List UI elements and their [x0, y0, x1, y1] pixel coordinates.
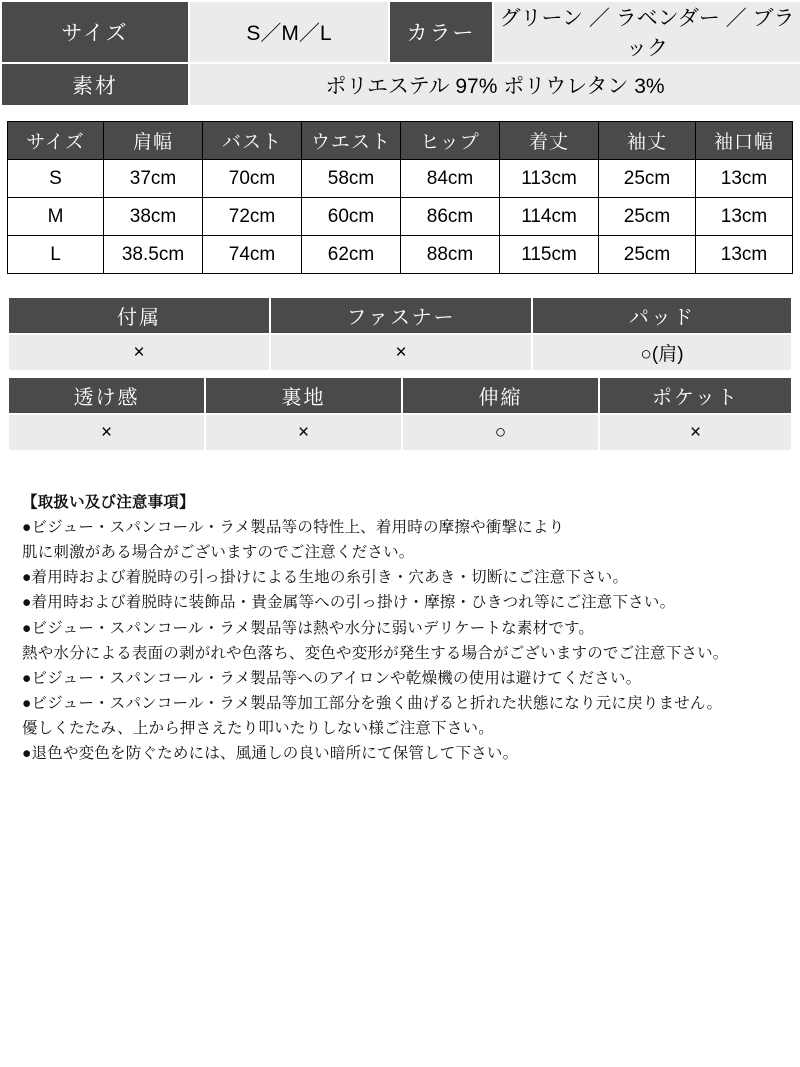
measure-cell: 58cm	[302, 160, 401, 198]
measure-cell: 13cm	[696, 160, 793, 198]
measure-header-waist: ウエスト	[302, 122, 401, 160]
care-notes	[22, 490, 800, 766]
measure-cell: M	[8, 198, 104, 236]
attr-value-lining: ×	[205, 414, 402, 451]
care-note-line: 肌に刺激がある場合がございますのでご注意ください。	[22, 544, 415, 562]
spec-label-material: 素材	[1, 63, 189, 106]
attr-header-sheerness: 透け感	[8, 377, 205, 414]
measure-cell: 74cm	[203, 236, 302, 274]
measure-cell: 60cm	[302, 198, 401, 236]
measure-cell: 70cm	[203, 160, 302, 198]
spec-label-color: カラー	[389, 1, 493, 63]
care-note-line: ●退色や変色を防ぐためには、風通しの良い暗所にて保管して下さい。	[22, 745, 519, 763]
table-row	[1, 63, 800, 106]
measure-cell: 114cm	[500, 198, 599, 236]
measure-cell: 62cm	[302, 236, 401, 274]
measure-cell: 37cm	[104, 160, 203, 198]
table-row	[8, 236, 793, 274]
attr-value-accessory: ×	[8, 334, 270, 371]
care-notes-title: 【取扱い及び注意事項】	[22, 494, 195, 511]
measure-header-cuff: 袖口幅	[696, 122, 793, 160]
care-note-line: 優しくたたみ、上から押さえたり叩いたりしない様ご注意下さい。	[22, 719, 494, 737]
spec-value-material: ポリエステル 97% ポリウレタン 3%	[189, 63, 800, 106]
attr-value-stretch: ○	[402, 414, 599, 451]
table-header-row	[8, 377, 792, 414]
measure-cell: 13cm	[696, 236, 793, 274]
care-note-line: ●着用時および着脱時に装飾品・貴金属等への引っ掛け・摩擦・ひきつれ等にご注意下さい。	[22, 594, 676, 612]
table-row	[8, 198, 793, 236]
care-note-line: ●着用時および着脱時の引っ掛けによる生地の糸引き・穴あき・切断にご注意下さい。	[22, 569, 629, 587]
measure-cell: L	[8, 236, 104, 274]
measure-cell: 84cm	[401, 160, 500, 198]
measure-cell: 115cm	[500, 236, 599, 274]
attr-header-zipper: ファスナー	[270, 297, 532, 334]
table-row	[8, 160, 793, 198]
measure-cell: S	[8, 160, 104, 198]
measure-cell: 25cm	[599, 198, 696, 236]
attr-header-accessory: 付属	[8, 297, 270, 334]
attr-header-pocket: ポケット	[599, 377, 792, 414]
measure-header-length: 着丈	[500, 122, 599, 160]
attribute-table-accessories	[7, 296, 793, 372]
care-note-line: 熱や水分による表面の剥がれや色落ち、変色や変形が発生する場合がございますのでご注意下さい。	[22, 644, 729, 662]
spec-label-size: サイズ	[1, 1, 189, 63]
measure-cell: 88cm	[401, 236, 500, 274]
attr-header-lining: 裏地	[205, 377, 402, 414]
measure-cell: 113cm	[500, 160, 599, 198]
measure-cell: 72cm	[203, 198, 302, 236]
table-header-row	[8, 122, 793, 160]
table-header-row	[8, 297, 792, 334]
attr-header-stretch: 伸縮	[402, 377, 599, 414]
attr-value-pad: ○(肩)	[532, 334, 792, 371]
attribute-table-properties	[7, 376, 793, 452]
attr-value-zipper: ×	[270, 334, 532, 371]
measure-cell: 86cm	[401, 198, 500, 236]
table-row	[8, 414, 792, 451]
care-note-line: ●ビジュー・スパンコール・ラメ製品等加工部分を強く曲げると折れた状態になり元に戻りません。	[22, 694, 723, 712]
table-row	[8, 334, 792, 371]
spec-value-size: S／M／L	[189, 1, 389, 63]
measure-cell: 25cm	[599, 236, 696, 274]
care-note-line: ●ビジュー・スパンコール・ラメ製品等へのアイロンや乾燥機の使用は避けてください。	[22, 669, 642, 687]
care-note-line: ●ビジュー・スパンコール・ラメ製品等は熱や水分に弱いデリケートな素材です。	[22, 619, 595, 637]
measure-header-bust: バスト	[203, 122, 302, 160]
measure-header-hip: ヒップ	[401, 122, 500, 160]
measure-cell: 38cm	[104, 198, 203, 236]
measure-header-sleeve: 袖丈	[599, 122, 696, 160]
measure-header-size: サイズ	[8, 122, 104, 160]
measurement-table	[7, 121, 793, 274]
attr-value-pocket: ×	[599, 414, 792, 451]
measure-cell: 13cm	[696, 198, 793, 236]
table-row	[1, 1, 800, 63]
spec-value-color: グリーン ／ ラベンダー ／ ブラック	[493, 1, 800, 63]
measure-header-shoulder: 肩幅	[104, 122, 203, 160]
attr-header-pad: パッド	[532, 297, 792, 334]
measure-cell: 38.5cm	[104, 236, 203, 274]
measure-cell: 25cm	[599, 160, 696, 198]
spec-table	[0, 0, 800, 107]
care-note-line: ●ビジュー・スパンコール・ラメ製品等の特性上、着用時の摩擦や衝撃により	[22, 519, 565, 537]
attr-value-sheerness: ×	[8, 414, 205, 451]
